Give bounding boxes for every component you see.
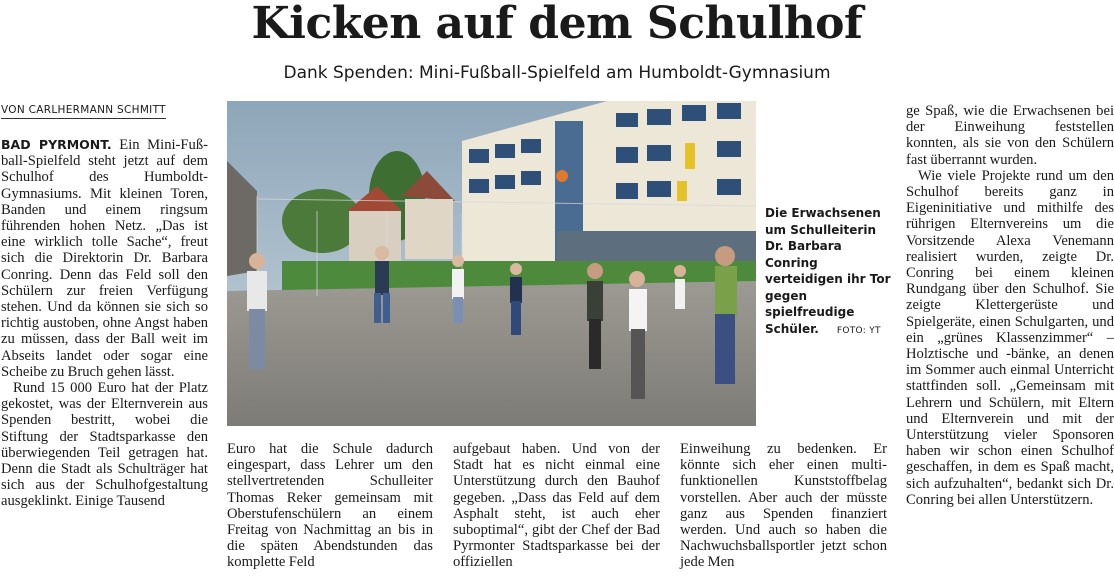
headline: Kicken auf dem Schulhof bbox=[251, 0, 863, 49]
photo-credit: FOTO: YT bbox=[836, 325, 881, 336]
column-1 bbox=[1, 137, 208, 510]
byline: VON CARLHERMANN SCHMITT bbox=[1, 103, 166, 119]
column-5 bbox=[906, 103, 1114, 508]
column-3 bbox=[453, 441, 660, 571]
caption-text: Die Erwachsenen um Schulleiterin Dr. Barbara Conring verteidigen ihr Tor gegen spielfreudige Schüler. bbox=[765, 206, 891, 336]
schoolyard-photo bbox=[227, 101, 756, 426]
column-2 bbox=[227, 441, 433, 571]
dateline: BAD PYRMONT. bbox=[1, 137, 112, 152]
paragraph: ge Spaß, wie die Erwachsenen bei der Einweihung feststellen konnten, als sie von den Schülern fast überrannt wurden. bbox=[906, 103, 1114, 168]
photo-caption bbox=[765, 205, 891, 339]
paragraph: Rund 15 000 Euro hat der Platz gekostet, was der Elternverein aus Spenden bestritt, wobei die Stiftung der Stadtsparkasse den überwiegenden Teil getragen hat. Denn die Stadt als Schulträger hat sich aus der Schulhofgestaltung ausgeklinkt. Einige Tausend bbox=[1, 380, 208, 510]
paragraph: Einweihung zu bedenken. Er könnte sich eher einen multifunktionellen Kunststoffbelag vorstellen. Aber auch der müsste ganz aus Spenden finanziert werden. Und auch so haben die Nachwuchsballsportler jetzt schon jede Men bbox=[680, 441, 887, 571]
paragraph: Euro hat die Schule dadurch eingespart, dass Lehrer um den stellvertretenden Schulleiter Thomas Reker gemeinsam mit Oberstufenschülern an einem Freitag von Nachmittag an bis in die späten Abendstunden das komplette Feld bbox=[227, 441, 433, 571]
paragraph-text: Ein Mini-Fußball-Spielfeld steht jetzt auf dem Schulhof des Humboldt-Gymnasiums. Mit kleinen Toren, Banden und einem ringsum führenden hohen Netz. „Das ist eine wirklich tolle Sache“, freut sich die Direktorin Dr. Barbara Conring. Denn das Feld soll den Schülern zur freien Verfügung stehen. Und da können sie sich so richtig austoben, ohne Angst haben zu müssen, dass der Ball weit im Abseits landet oder sogar eine Scheibe zu Bruch gehen lässt. bbox=[1, 137, 208, 380]
paragraph: aufgebaut haben. Und von der Stadt hat es nicht einmal eine Unterstützung durch den Bauhof gegeben. „Dass das Feld auf dem Asphalt steht, ist auch eher suboptimal“, gibt der Chef der Bad Pyrmonter Stadtsparkasse bei der offiziellen bbox=[453, 441, 660, 571]
paragraph bbox=[1, 137, 208, 380]
column-4 bbox=[680, 441, 887, 571]
subheadline: Dank Spenden: Mini-Fußball-Spielfeld am Humboldt-Gymnasium bbox=[283, 63, 831, 83]
paragraph: Wie viele Projekte rund um den Schulhof bereits ganz in Eigeninitiative und mithilfe des rührigen Elternvereins um die Vorsitzende Alexa Venemann realisiert wurden, zeigte Dr. Conring bei einem kleinen Rundgang über den Schulhof. Sie zeigte Klettergerüste und Spielgeräte, einen Schulgarten, und ein „grünes Klassenzimmer“ – Holztische und -bänke, an denen im Sommer auch einmal Unterricht stattfinden soll. „Gemeinsam mit Lehrern und Schülern, mit Eltern und Elternverein und mit der Unterstützung vieler Sponsoren haben wir schon einen Schulhof geschaffen, in dem es Spaß macht, sich aufzuhalten“, bedankt sich Dr. Conring bei allen Unterstützern. bbox=[906, 167, 1114, 508]
article-photo bbox=[227, 101, 756, 426]
